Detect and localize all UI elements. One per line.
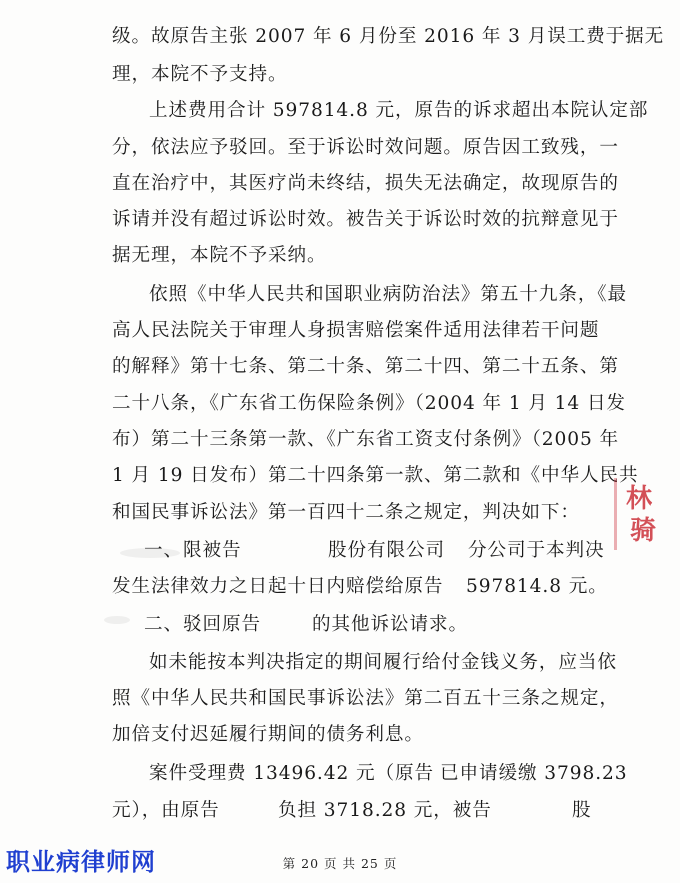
body-line: 加倍支付迟延履行期间的债务利息。 — [112, 724, 424, 745]
body-line: 分，依法应予驳回。至于诉讼时效问题。原告因工致残，一 — [112, 137, 619, 158]
seal-text: 林 — [626, 484, 655, 514]
body-line: 诉请并没有超过诉讼时效。被告关于诉讼时效的抗辩意见于 — [112, 209, 619, 230]
fee-line: 元），由原告 — [112, 800, 220, 821]
body-line: 级。故原告主张 2007 年 6 月份至 2016 年 3 月误工费于据无 — [112, 26, 665, 47]
body-line: 高人民法院关于审理人身损害赔偿案件适用法律若干问题 — [112, 320, 600, 341]
fee-line: 案件受理费 13496.42 元（原告 — [149, 763, 434, 784]
body-line: 发生法律效力之日起十日内赔偿给原告 — [112, 576, 444, 597]
fee-line-middle: 负担 3718.28 元，被告 — [278, 800, 492, 821]
body-line: 1 月 19 日发布）第二十四条第一款、第二款和《中华人民共 — [112, 465, 639, 486]
fee-line-end: 股 — [572, 800, 592, 821]
site-watermark: 职业病律师网 — [6, 848, 156, 876]
body-line: 理，本院不予支持。 — [112, 64, 288, 85]
seal-text: 骑 — [630, 516, 659, 546]
body-line: 和国民事诉讼法》第一百四十二条之规定，判决如下： — [112, 502, 580, 523]
body-line: 直在治疗中，其医疗尚未终结，损失无法确定，故现原告的 — [112, 173, 619, 194]
body-line: 的解释》第十七条、第二十条、第二十四、第二十五条、第 — [112, 356, 619, 377]
judgment-item-1-company: 股份有限公司 — [328, 540, 445, 561]
body-line: 布）第二十三条第一款、《广东省工资支付条例》（2005 年 — [112, 429, 619, 450]
body-line: 二十八条，《广东省工伤保险条例》（2004 年 1 月 14 日发 — [112, 393, 626, 414]
fee-line-rest: 已申请缓缴 3798.23 — [440, 763, 628, 784]
judgment-item-1-branch: 分公司于本判决 — [468, 540, 605, 561]
page-number: 第 20 页 共 25 页 — [282, 856, 398, 871]
judgment-item-2-rest: 的其他诉讼请求。 — [312, 614, 468, 635]
court-seal-stamp — [612, 478, 680, 550]
body-line: 依照《中华人民共和国职业病防治法》第五十九条，《最 — [149, 284, 628, 305]
body-line: 如未能按本判决指定的期间履行给付金钱义务，应当依 — [149, 652, 617, 673]
body-line: 照《中华人民共和国民事诉讼法》第二百五十三条之规定， — [112, 688, 619, 709]
judgment-item-1: 一、限被告 — [144, 540, 242, 561]
body-line: 据无理，本院不予采纳。 — [112, 245, 327, 266]
judgment-item-2: 二、驳回原告 — [144, 614, 261, 635]
scan-smudge — [104, 616, 130, 624]
body-line: 上述费用合计 597814.8 元，原告的诉求超出本院认定部 — [149, 100, 649, 121]
award-amount: 597814.8 元。 — [466, 576, 608, 597]
